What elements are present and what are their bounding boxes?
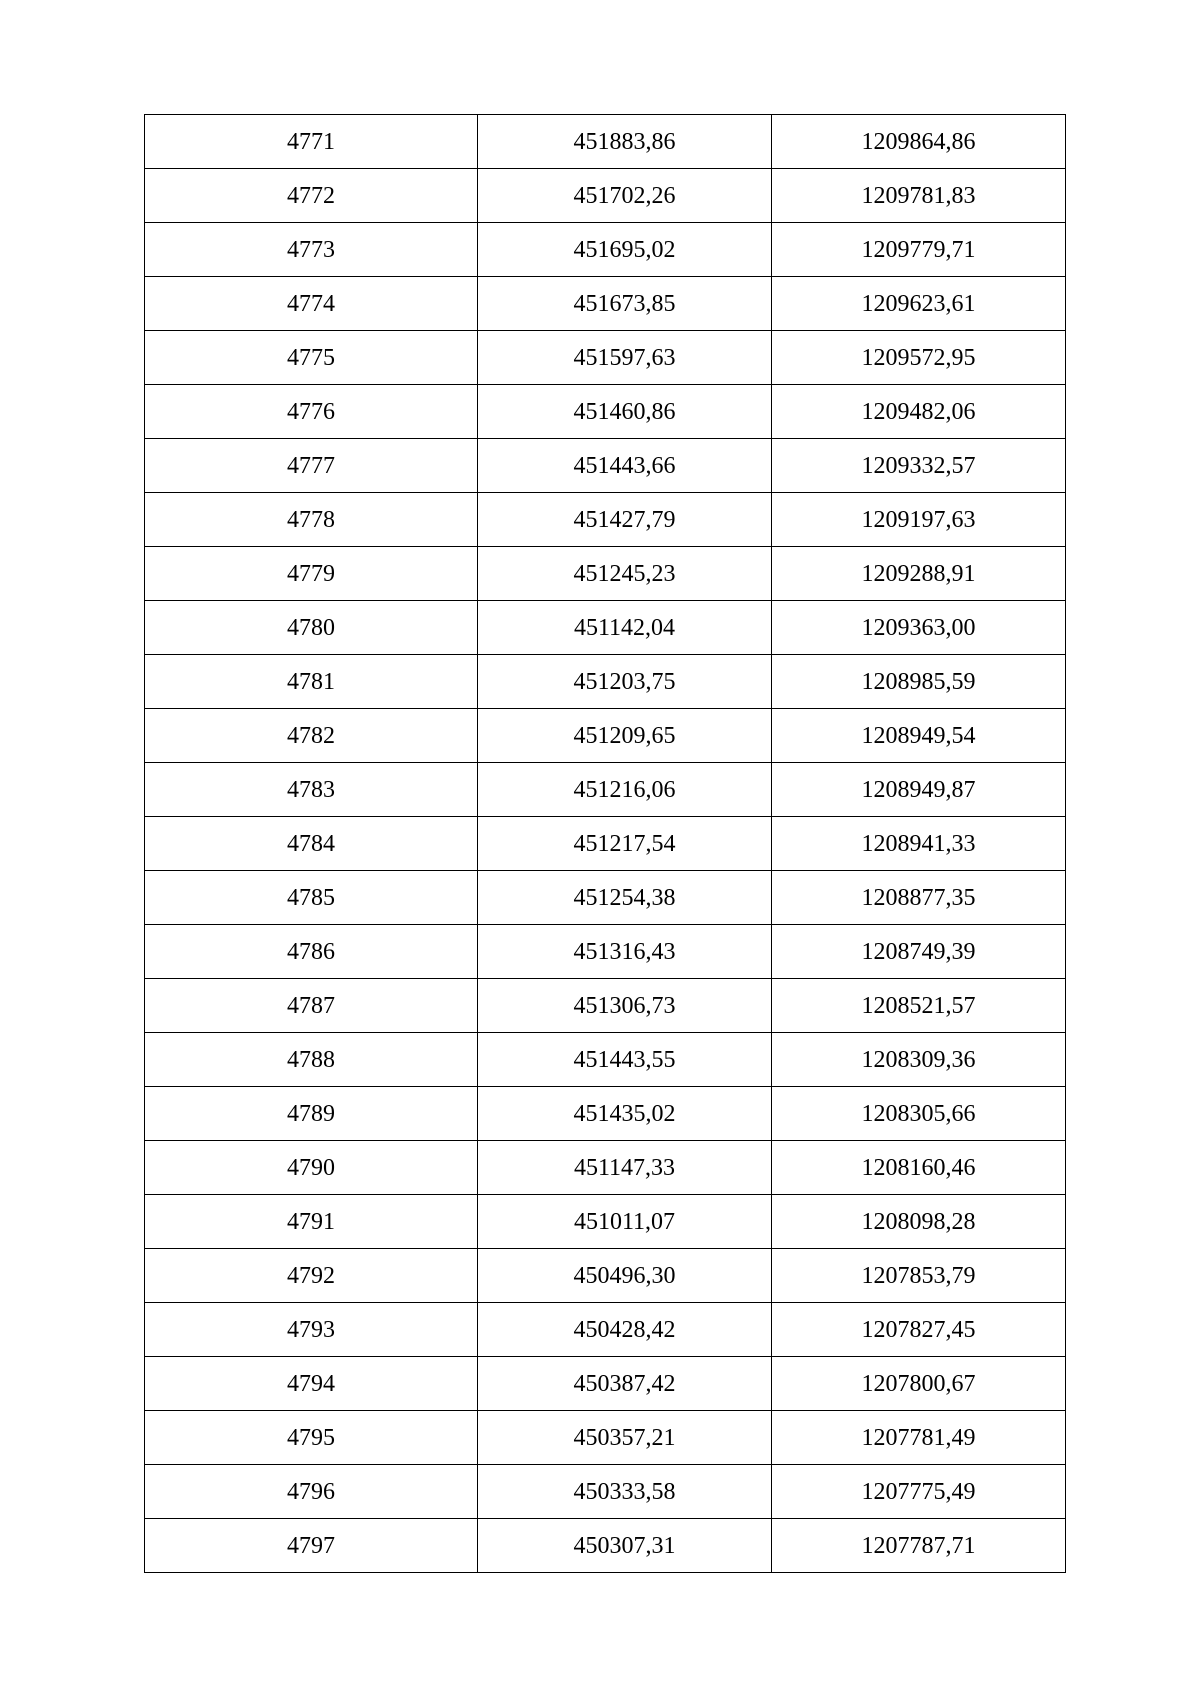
- x-coordinate-cell: 451673,85: [478, 277, 772, 331]
- x-coordinate-cell: 451254,38: [478, 871, 772, 925]
- y-coordinate-cell: 1209781,83: [772, 169, 1066, 223]
- point-number-cell: 4792: [145, 1249, 478, 1303]
- y-coordinate-cell: 1207827,45: [772, 1303, 1066, 1357]
- x-coordinate-cell: 450333,58: [478, 1465, 772, 1519]
- point-number-cell: 4790: [145, 1141, 478, 1195]
- table-row: [145, 1303, 1066, 1357]
- y-coordinate-cell: 1208309,36: [772, 1033, 1066, 1087]
- point-number-cell: 4779: [145, 547, 478, 601]
- y-coordinate-cell: 1208098,28: [772, 1195, 1066, 1249]
- y-coordinate-cell: 1209363,00: [772, 601, 1066, 655]
- x-coordinate-cell: 450496,30: [478, 1249, 772, 1303]
- table-row: [145, 1519, 1066, 1573]
- table-row: [145, 115, 1066, 169]
- coordinates-table-body: [145, 115, 1066, 1573]
- y-coordinate-cell: 1209779,71: [772, 223, 1066, 277]
- point-number-cell: 4793: [145, 1303, 478, 1357]
- point-number-cell: 4777: [145, 439, 478, 493]
- table-row: [145, 1465, 1066, 1519]
- table-row: [145, 925, 1066, 979]
- point-number-cell: 4786: [145, 925, 478, 979]
- table-row: [145, 817, 1066, 871]
- point-number-cell: 4795: [145, 1411, 478, 1465]
- table-row: [145, 331, 1066, 385]
- table-row: [145, 493, 1066, 547]
- table-row: [145, 1411, 1066, 1465]
- x-coordinate-cell: 451306,73: [478, 979, 772, 1033]
- point-number-cell: 4783: [145, 763, 478, 817]
- y-coordinate-cell: 1207800,67: [772, 1357, 1066, 1411]
- x-coordinate-cell: 451203,75: [478, 655, 772, 709]
- point-number-cell: 4781: [145, 655, 478, 709]
- x-coordinate-cell: 451245,23: [478, 547, 772, 601]
- x-coordinate-cell: 451316,43: [478, 925, 772, 979]
- point-number-cell: 4791: [145, 1195, 478, 1249]
- table-row: [145, 277, 1066, 331]
- table-row: [145, 979, 1066, 1033]
- y-coordinate-cell: 1209623,61: [772, 277, 1066, 331]
- table-row: [145, 1087, 1066, 1141]
- point-number-cell: 4796: [145, 1465, 478, 1519]
- x-coordinate-cell: 450387,42: [478, 1357, 772, 1411]
- point-number-cell: 4788: [145, 1033, 478, 1087]
- y-coordinate-cell: 1207787,71: [772, 1519, 1066, 1573]
- point-number-cell: 4784: [145, 817, 478, 871]
- y-coordinate-cell: 1208749,39: [772, 925, 1066, 979]
- table-row: [145, 871, 1066, 925]
- y-coordinate-cell: 1208521,57: [772, 979, 1066, 1033]
- point-number-cell: 4778: [145, 493, 478, 547]
- x-coordinate-cell: 451142,04: [478, 601, 772, 655]
- table-row: [145, 709, 1066, 763]
- table-row: [145, 1033, 1066, 1087]
- x-coordinate-cell: 451460,86: [478, 385, 772, 439]
- table-row: [145, 655, 1066, 709]
- table-row: [145, 223, 1066, 277]
- x-coordinate-cell: 451695,02: [478, 223, 772, 277]
- x-coordinate-cell: 451883,86: [478, 115, 772, 169]
- table-row: [145, 601, 1066, 655]
- y-coordinate-cell: 1209288,91: [772, 547, 1066, 601]
- table-row: [145, 763, 1066, 817]
- y-coordinate-cell: 1209572,95: [772, 331, 1066, 385]
- x-coordinate-cell: 451217,54: [478, 817, 772, 871]
- point-number-cell: 4794: [145, 1357, 478, 1411]
- y-coordinate-cell: 1209332,57: [772, 439, 1066, 493]
- y-coordinate-cell: 1209864,86: [772, 115, 1066, 169]
- x-coordinate-cell: 451435,02: [478, 1087, 772, 1141]
- point-number-cell: 4773: [145, 223, 478, 277]
- x-coordinate-cell: 450357,21: [478, 1411, 772, 1465]
- table-row: [145, 169, 1066, 223]
- point-number-cell: 4771: [145, 115, 478, 169]
- point-number-cell: 4774: [145, 277, 478, 331]
- y-coordinate-cell: 1208160,46: [772, 1141, 1066, 1195]
- y-coordinate-cell: 1208941,33: [772, 817, 1066, 871]
- y-coordinate-cell: 1208877,35: [772, 871, 1066, 925]
- y-coordinate-cell: 1207781,49: [772, 1411, 1066, 1465]
- point-number-cell: 4776: [145, 385, 478, 439]
- y-coordinate-cell: 1207775,49: [772, 1465, 1066, 1519]
- y-coordinate-cell: 1208949,54: [772, 709, 1066, 763]
- y-coordinate-cell: 1208305,66: [772, 1087, 1066, 1141]
- y-coordinate-cell: 1209482,06: [772, 385, 1066, 439]
- x-coordinate-cell: 451209,65: [478, 709, 772, 763]
- point-number-cell: 4797: [145, 1519, 478, 1573]
- x-coordinate-cell: 451011,07: [478, 1195, 772, 1249]
- x-coordinate-cell: 451702,26: [478, 169, 772, 223]
- y-coordinate-cell: 1208985,59: [772, 655, 1066, 709]
- point-number-cell: 4787: [145, 979, 478, 1033]
- table-row: [145, 439, 1066, 493]
- table-row: [145, 385, 1066, 439]
- point-number-cell: 4789: [145, 1087, 478, 1141]
- y-coordinate-cell: 1208949,87: [772, 763, 1066, 817]
- y-coordinate-cell: 1207853,79: [772, 1249, 1066, 1303]
- x-coordinate-cell: 450307,31: [478, 1519, 772, 1573]
- x-coordinate-cell: 451443,66: [478, 439, 772, 493]
- x-coordinate-cell: 450428,42: [478, 1303, 772, 1357]
- point-number-cell: 4782: [145, 709, 478, 763]
- table-row: [145, 1249, 1066, 1303]
- point-number-cell: 4785: [145, 871, 478, 925]
- table-row: [145, 1141, 1066, 1195]
- table-row: [145, 547, 1066, 601]
- coordinates-table: [144, 114, 1066, 1573]
- point-number-cell: 4772: [145, 169, 478, 223]
- point-number-cell: 4775: [145, 331, 478, 385]
- y-coordinate-cell: 1209197,63: [772, 493, 1066, 547]
- x-coordinate-cell: 451427,79: [478, 493, 772, 547]
- point-number-cell: 4780: [145, 601, 478, 655]
- x-coordinate-cell: 451147,33: [478, 1141, 772, 1195]
- x-coordinate-cell: 451216,06: [478, 763, 772, 817]
- x-coordinate-cell: 451597,63: [478, 331, 772, 385]
- table-row: [145, 1195, 1066, 1249]
- x-coordinate-cell: 451443,55: [478, 1033, 772, 1087]
- table-row: [145, 1357, 1066, 1411]
